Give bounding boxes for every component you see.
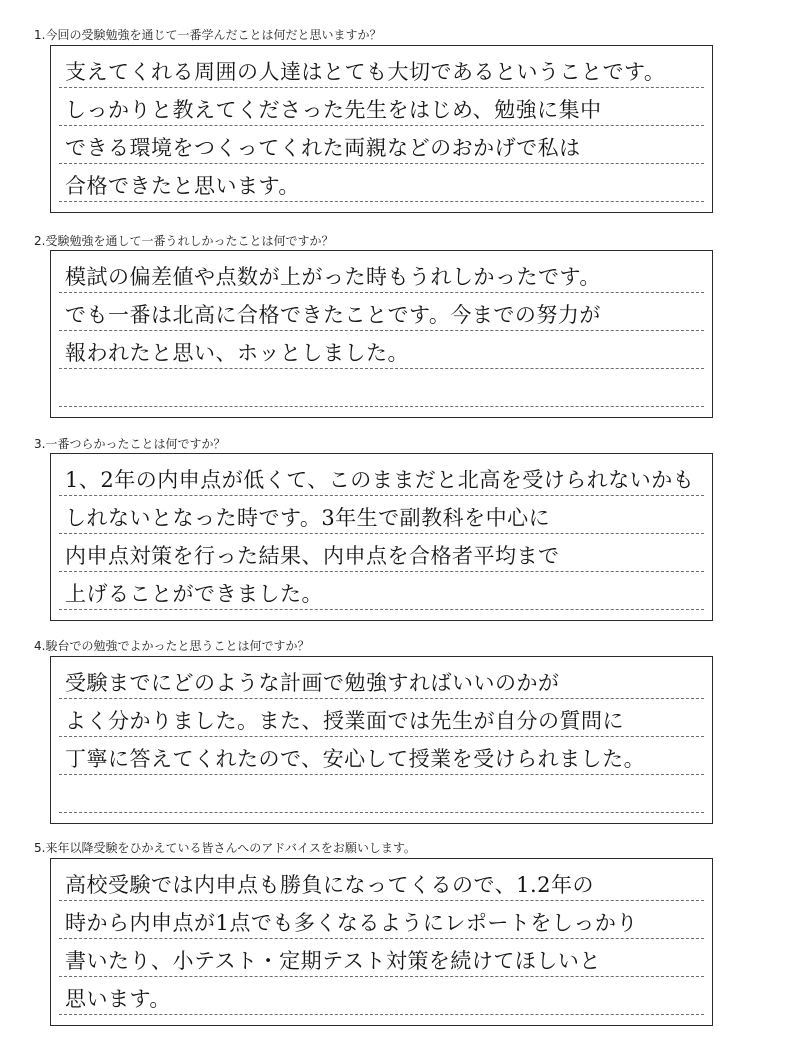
- answer-text: 報われたと思い、ホッとしました。: [65, 341, 409, 365]
- answer-text: 書いたり、小テスト・定期テスト対策を続けてほしいと: [65, 949, 601, 973]
- answer-line: [59, 339, 704, 369]
- answer-box-4: [50, 656, 713, 824]
- answer-line: [59, 669, 704, 699]
- answer-text: 受験までにどのような計画で勉強すればいいのかが: [65, 671, 560, 695]
- answer-line: [59, 985, 704, 1015]
- answer-box-1: [50, 45, 713, 213]
- answer-line: [59, 947, 704, 977]
- question-3: 3.一番つらかったことは何ですか？: [34, 437, 226, 451]
- answer-text: 合格できたと思います。: [65, 174, 300, 198]
- question-4: 4.駿台での勉強でよかったと思うことは何ですか？: [34, 639, 310, 653]
- answer-line: [59, 377, 704, 407]
- answer-text: 時から内申点が1点でも多くなるようにレポートをしっかり: [65, 911, 638, 935]
- answer-line: [59, 58, 704, 88]
- answer-line: [59, 263, 704, 293]
- answer-box-5: [50, 858, 713, 1026]
- answer-line: [59, 707, 704, 737]
- answer-line: [59, 504, 704, 534]
- answer-line: [59, 871, 704, 901]
- answer-line: [59, 580, 704, 610]
- answer-line: [59, 466, 704, 496]
- question-2: 2.受験勉強を通して一番うれしかったことは何ですか？: [34, 234, 334, 248]
- answer-text: 内申点対策を行った結果、内申点を合格者平均まで: [65, 544, 560, 568]
- answer-line: [59, 542, 704, 572]
- answer-text: 模試の偏差値や点数が上がった時もうれしかったです。: [65, 265, 601, 289]
- answer-text: 支えてくれる周囲の人達はとても大切であるということです。: [65, 60, 666, 84]
- answer-text: 思います。: [65, 987, 171, 1011]
- answer-line: [59, 301, 704, 331]
- answer-line: [59, 909, 704, 939]
- answer-text: できる環境をつくってくれた両親などのおかげで私は: [65, 136, 581, 160]
- answer-line: [59, 172, 704, 202]
- answer-text: 上げることができました。: [65, 582, 323, 606]
- answer-text: 1、2年の内申点が低くて、このままだと北高を受けられないかも: [65, 468, 695, 492]
- question-1: 1.今回の受験勉強を通じて一番学んだことは何だと思いますか？: [34, 28, 382, 42]
- answer-line: [59, 96, 704, 126]
- answer-text: よく分かりました。また、授業面では先生が自分の質問に: [65, 709, 624, 733]
- answer-text: 丁寧に答えてくれたので、安心して授業を受けられました。: [65, 747, 646, 771]
- answer-line: [59, 134, 704, 164]
- answer-text: でも一番は北高に合格できたことです。今までの努力が: [65, 303, 601, 327]
- answer-line: [59, 783, 704, 813]
- answer-text: しれないとなった時です。3年生で副教科を中心に: [65, 506, 551, 530]
- answer-line: [59, 745, 704, 775]
- answer-text: 高校受験では内申点も勝負になってくるので、1.2年の: [65, 873, 594, 897]
- answer-text: しっかりと教えてくださった先生をはじめ、勉強に集中: [65, 98, 602, 122]
- question-5: 5.来年以降受験をひかえている皆さんへのアドバイスをお願いします。: [34, 841, 416, 855]
- answer-box-2: [50, 250, 713, 418]
- answer-box-3: [50, 453, 713, 621]
